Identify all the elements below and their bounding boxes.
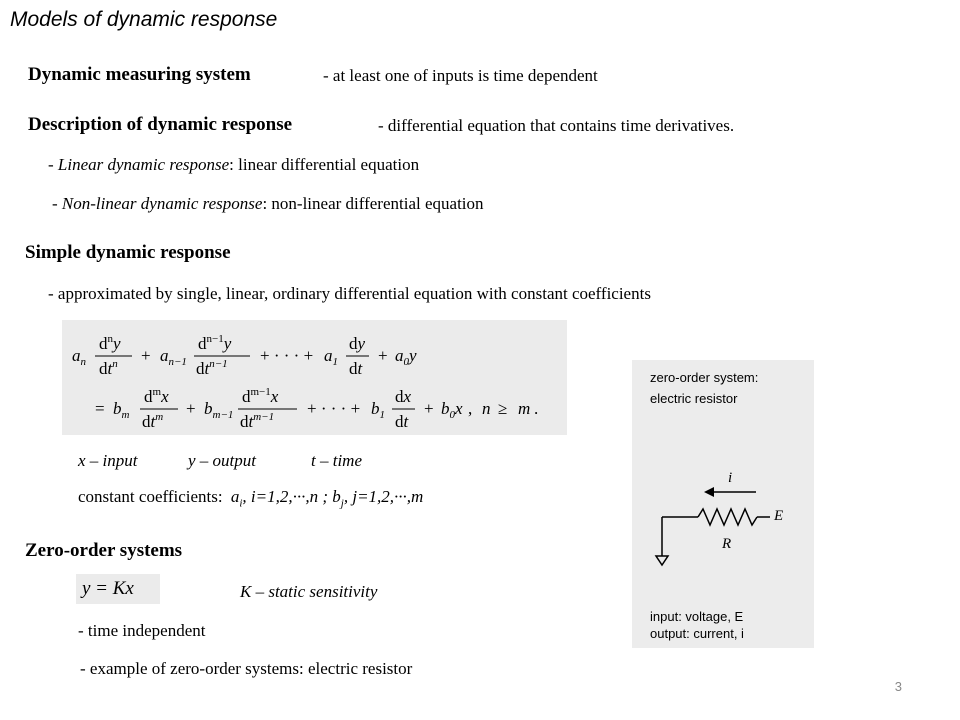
svg-text:an: $a_n$ xyxy=(72,346,86,368)
resistor-circuit-diagram xyxy=(632,360,814,648)
svg-text:+: + xyxy=(424,399,434,418)
dynamic-measuring-system-desc: - at least one of inputs is time dependent xyxy=(323,66,598,85)
figure-caption-line1: zero-order system: xyxy=(650,370,759,385)
time-independent-bullet: - time independent xyxy=(78,621,206,640)
constant-coefficients-line: constant coefficients: $a_i$, i=1,2,···,n ; $b_j$, j=1,2,···,m xyxy=(78,487,424,510)
simple-dynamic-desc: - approximated by single, linear, ordinary differential equation with constant coefficients xyxy=(48,284,651,303)
svg-text:dtm: $dt^m$ xyxy=(142,411,164,431)
svg-text:dn−1y: $d^{n-1}y$ xyxy=(198,333,232,353)
current-label: i xyxy=(728,470,733,486)
description-heading: Description of dynamic response xyxy=(28,114,293,135)
dynamic-measuring-system-heading: Dynamic measuring system xyxy=(28,64,251,85)
nonlinear-response-line: - Non-linear dynamic response: non-linear differential equation xyxy=(52,194,484,213)
resistor-label: R xyxy=(722,536,732,552)
svg-text:b0x: $b_0x$ xyxy=(441,399,463,421)
svg-text:+ · · · +: + · · · + xyxy=(260,346,314,365)
svg-text:dx: dx xyxy=(395,387,412,406)
svg-text:m: m xyxy=(518,399,531,418)
ode-equation-image xyxy=(62,320,567,435)
svg-text:+: + xyxy=(141,346,151,365)
svg-text:+ · · · +: + · · · + xyxy=(307,399,361,418)
svg-text:dm−1x: $d^{m-1}x$ xyxy=(242,386,279,406)
var-y-label: y – output xyxy=(188,451,256,470)
svg-text:b1: $b_1$ xyxy=(371,399,385,421)
svg-text:dy: dy xyxy=(349,334,366,353)
resistor-example-bullet: - example of zero-order systems: electric resistor xyxy=(80,659,413,678)
svg-text:dt: dt xyxy=(349,359,363,378)
svg-text:dtm−1: $dt^{m-1}$ xyxy=(240,411,275,431)
svg-text:an−1: $a_{n-1}$ xyxy=(160,346,187,368)
svg-text:,: , xyxy=(468,399,473,418)
svg-text:bm−1: $b_{m-1}$ xyxy=(204,399,234,421)
slide-title: Models of dynamic response xyxy=(10,8,278,31)
svg-text:dny: $d^ny$ xyxy=(99,333,121,353)
svg-text:dtn: $dt^n$ xyxy=(99,358,118,378)
var-x-label: x – input xyxy=(78,451,138,470)
resistor-figure xyxy=(632,360,814,648)
zero-order-equation: y = Kx xyxy=(82,578,134,599)
figure-caption-line2: electric resistor xyxy=(650,391,738,406)
var-t-label: t – time xyxy=(311,451,362,470)
static-sensitivity-label: K – static sensitivity xyxy=(240,582,378,601)
linear-response-line: - Linear dynamic response: linear differential equation xyxy=(48,155,420,174)
svg-text:a1: $a_1$ xyxy=(324,346,338,368)
figure-footer-line2: output: current, i xyxy=(650,626,744,641)
figure-footer-line1: input: voltage, E xyxy=(650,609,744,624)
svg-text:dtn−1: $dt^{n-1}$ xyxy=(196,358,228,378)
zero-order-heading: Zero-order systems xyxy=(25,540,183,561)
svg-text:.: . xyxy=(534,399,539,418)
svg-text:dmx: $d^mx$ xyxy=(144,386,169,406)
zero-order-equation-image xyxy=(76,574,160,604)
svg-text:dt: dt xyxy=(395,412,409,431)
svg-text:n: n xyxy=(482,399,491,418)
svg-text:≥: ≥ xyxy=(498,399,508,418)
svg-text:+: + xyxy=(378,346,388,365)
page-number: 3 xyxy=(894,679,902,694)
simple-dynamic-heading: Simple dynamic response xyxy=(25,242,231,263)
svg-text:=: = xyxy=(95,399,105,418)
voltage-label: E xyxy=(774,508,784,524)
svg-text:a0y: $a_0y$ xyxy=(395,346,417,368)
svg-text:bm: $b_m$ xyxy=(113,399,130,421)
svg-text:+: + xyxy=(186,399,196,418)
description-desc: - differential equation that contains time derivatives. xyxy=(378,116,735,135)
